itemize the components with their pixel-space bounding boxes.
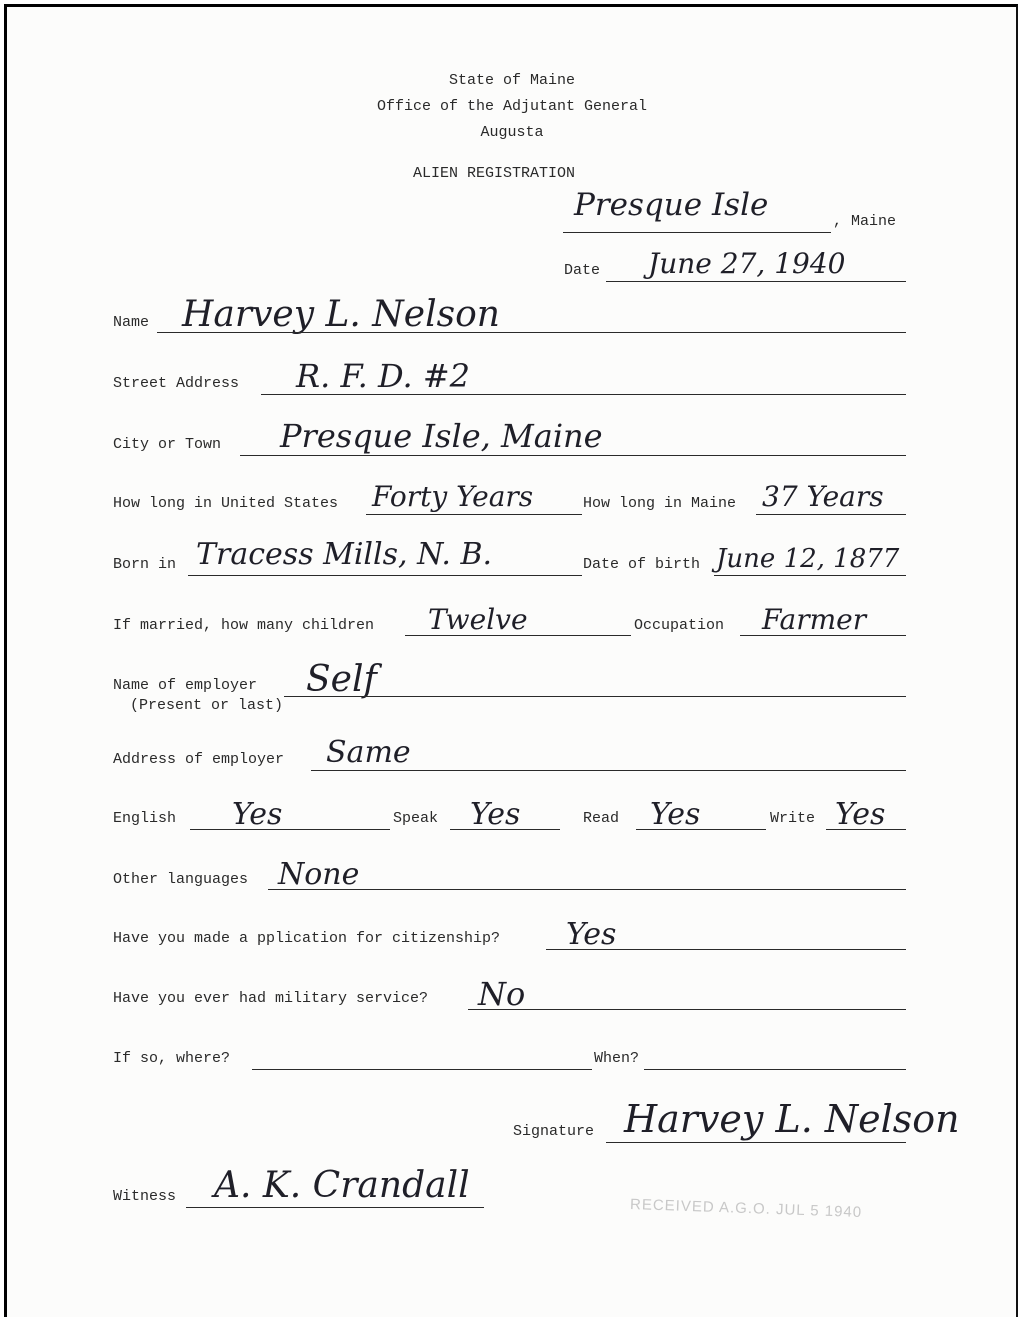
read-line: [636, 829, 766, 830]
employer-address-line: [311, 770, 906, 771]
form-title: ALIEN REGISTRATION: [413, 165, 576, 182]
street-address-line: [261, 394, 906, 395]
employer-address-label: Address of employer: [113, 751, 285, 768]
occupation-label: Occupation: [634, 617, 725, 634]
place-suffix: , Maine: [833, 213, 897, 230]
born-in-value: Tracess Mills, N. B.: [196, 537, 493, 572]
write-label: Write: [770, 810, 816, 827]
speak-line: [450, 829, 560, 830]
street-address-label: Street Address: [113, 375, 240, 392]
english-value: Yes: [232, 797, 283, 832]
header-state: State of Maine: [448, 72, 576, 89]
english-label: English: [113, 810, 177, 827]
place-value: Presque Isle: [574, 187, 769, 223]
read-value: Yes: [650, 797, 701, 832]
other-languages-line: [268, 889, 906, 890]
witness-value: A. K. Crandall: [214, 1165, 470, 1206]
dob-value: June 12, 1877: [716, 544, 900, 574]
speak-label: Speak: [393, 810, 439, 827]
dob-label: Date of birth: [583, 556, 701, 573]
born-in-label: Born in: [113, 556, 177, 573]
city-line: [240, 455, 906, 456]
received-stamp: RECEIVED A.G.O. JUL 5 1940: [629, 1195, 863, 1222]
military-label: Have you ever had military service?: [113, 990, 429, 1007]
date-value: June 27, 1940: [648, 247, 846, 280]
how-long-us-line: [366, 514, 582, 515]
how-long-us-label: How long in United States: [113, 495, 339, 512]
where-label: If so, where?: [113, 1050, 231, 1067]
english-line: [190, 829, 390, 830]
write-value: Yes: [835, 797, 886, 832]
signature-label: Signature: [513, 1123, 595, 1140]
name-label: Name: [113, 314, 150, 331]
signature-line: [606, 1142, 906, 1143]
employer-name-line: [284, 696, 906, 697]
other-languages-value: None: [278, 857, 360, 892]
occupation-value: Farmer: [762, 603, 867, 636]
when-label: When?: [594, 1050, 640, 1067]
citizenship-line: [546, 949, 906, 950]
children-label: If married, how many children: [113, 617, 375, 634]
read-label: Read: [583, 810, 620, 827]
employer-name-label: Name of employer: [113, 677, 258, 694]
employer-address-value: Same: [326, 735, 411, 770]
children-line: [405, 635, 631, 636]
signature-value: Harvey L. Nelson: [624, 1097, 960, 1141]
dob-line: [714, 575, 906, 576]
born-in-line: [188, 575, 582, 576]
speak-value: Yes: [470, 797, 521, 832]
witness-line: [186, 1207, 484, 1208]
children-value: Twelve: [428, 603, 528, 636]
date-line: [606, 281, 906, 282]
employer-name-value: Self: [306, 659, 377, 700]
city-value: Presque Isle, Maine: [280, 417, 603, 455]
name-line: [157, 332, 906, 333]
military-value: No: [478, 975, 526, 1013]
occupation-line: [740, 635, 906, 636]
city-label: City or Town: [113, 436, 222, 453]
where-line: [252, 1069, 592, 1070]
street-address-value: R. F. D. #2: [296, 357, 471, 395]
header-office: Office of the Adjutant General: [376, 98, 648, 115]
how-long-maine-label: How long in Maine: [583, 495, 737, 512]
how-long-us-value: Forty Years: [372, 480, 534, 513]
name-value: Harvey L. Nelson: [182, 294, 500, 335]
when-line: [644, 1069, 906, 1070]
write-line: [826, 829, 906, 830]
witness-label: Witness: [113, 1188, 177, 1205]
how-long-maine-line: [756, 514, 906, 515]
employer-name-sublabel: (Present or last): [130, 697, 284, 714]
other-languages-label: Other languages: [113, 871, 249, 888]
date-label: Date: [564, 262, 601, 279]
place-line: [563, 232, 831, 233]
citizenship-value: Yes: [566, 917, 617, 952]
header-city: Augusta: [480, 124, 544, 141]
military-line: [468, 1009, 906, 1010]
how-long-maine-value: 37 Years: [762, 480, 884, 513]
citizenship-label: Have you made a pplication for citizenship?: [113, 930, 501, 947]
